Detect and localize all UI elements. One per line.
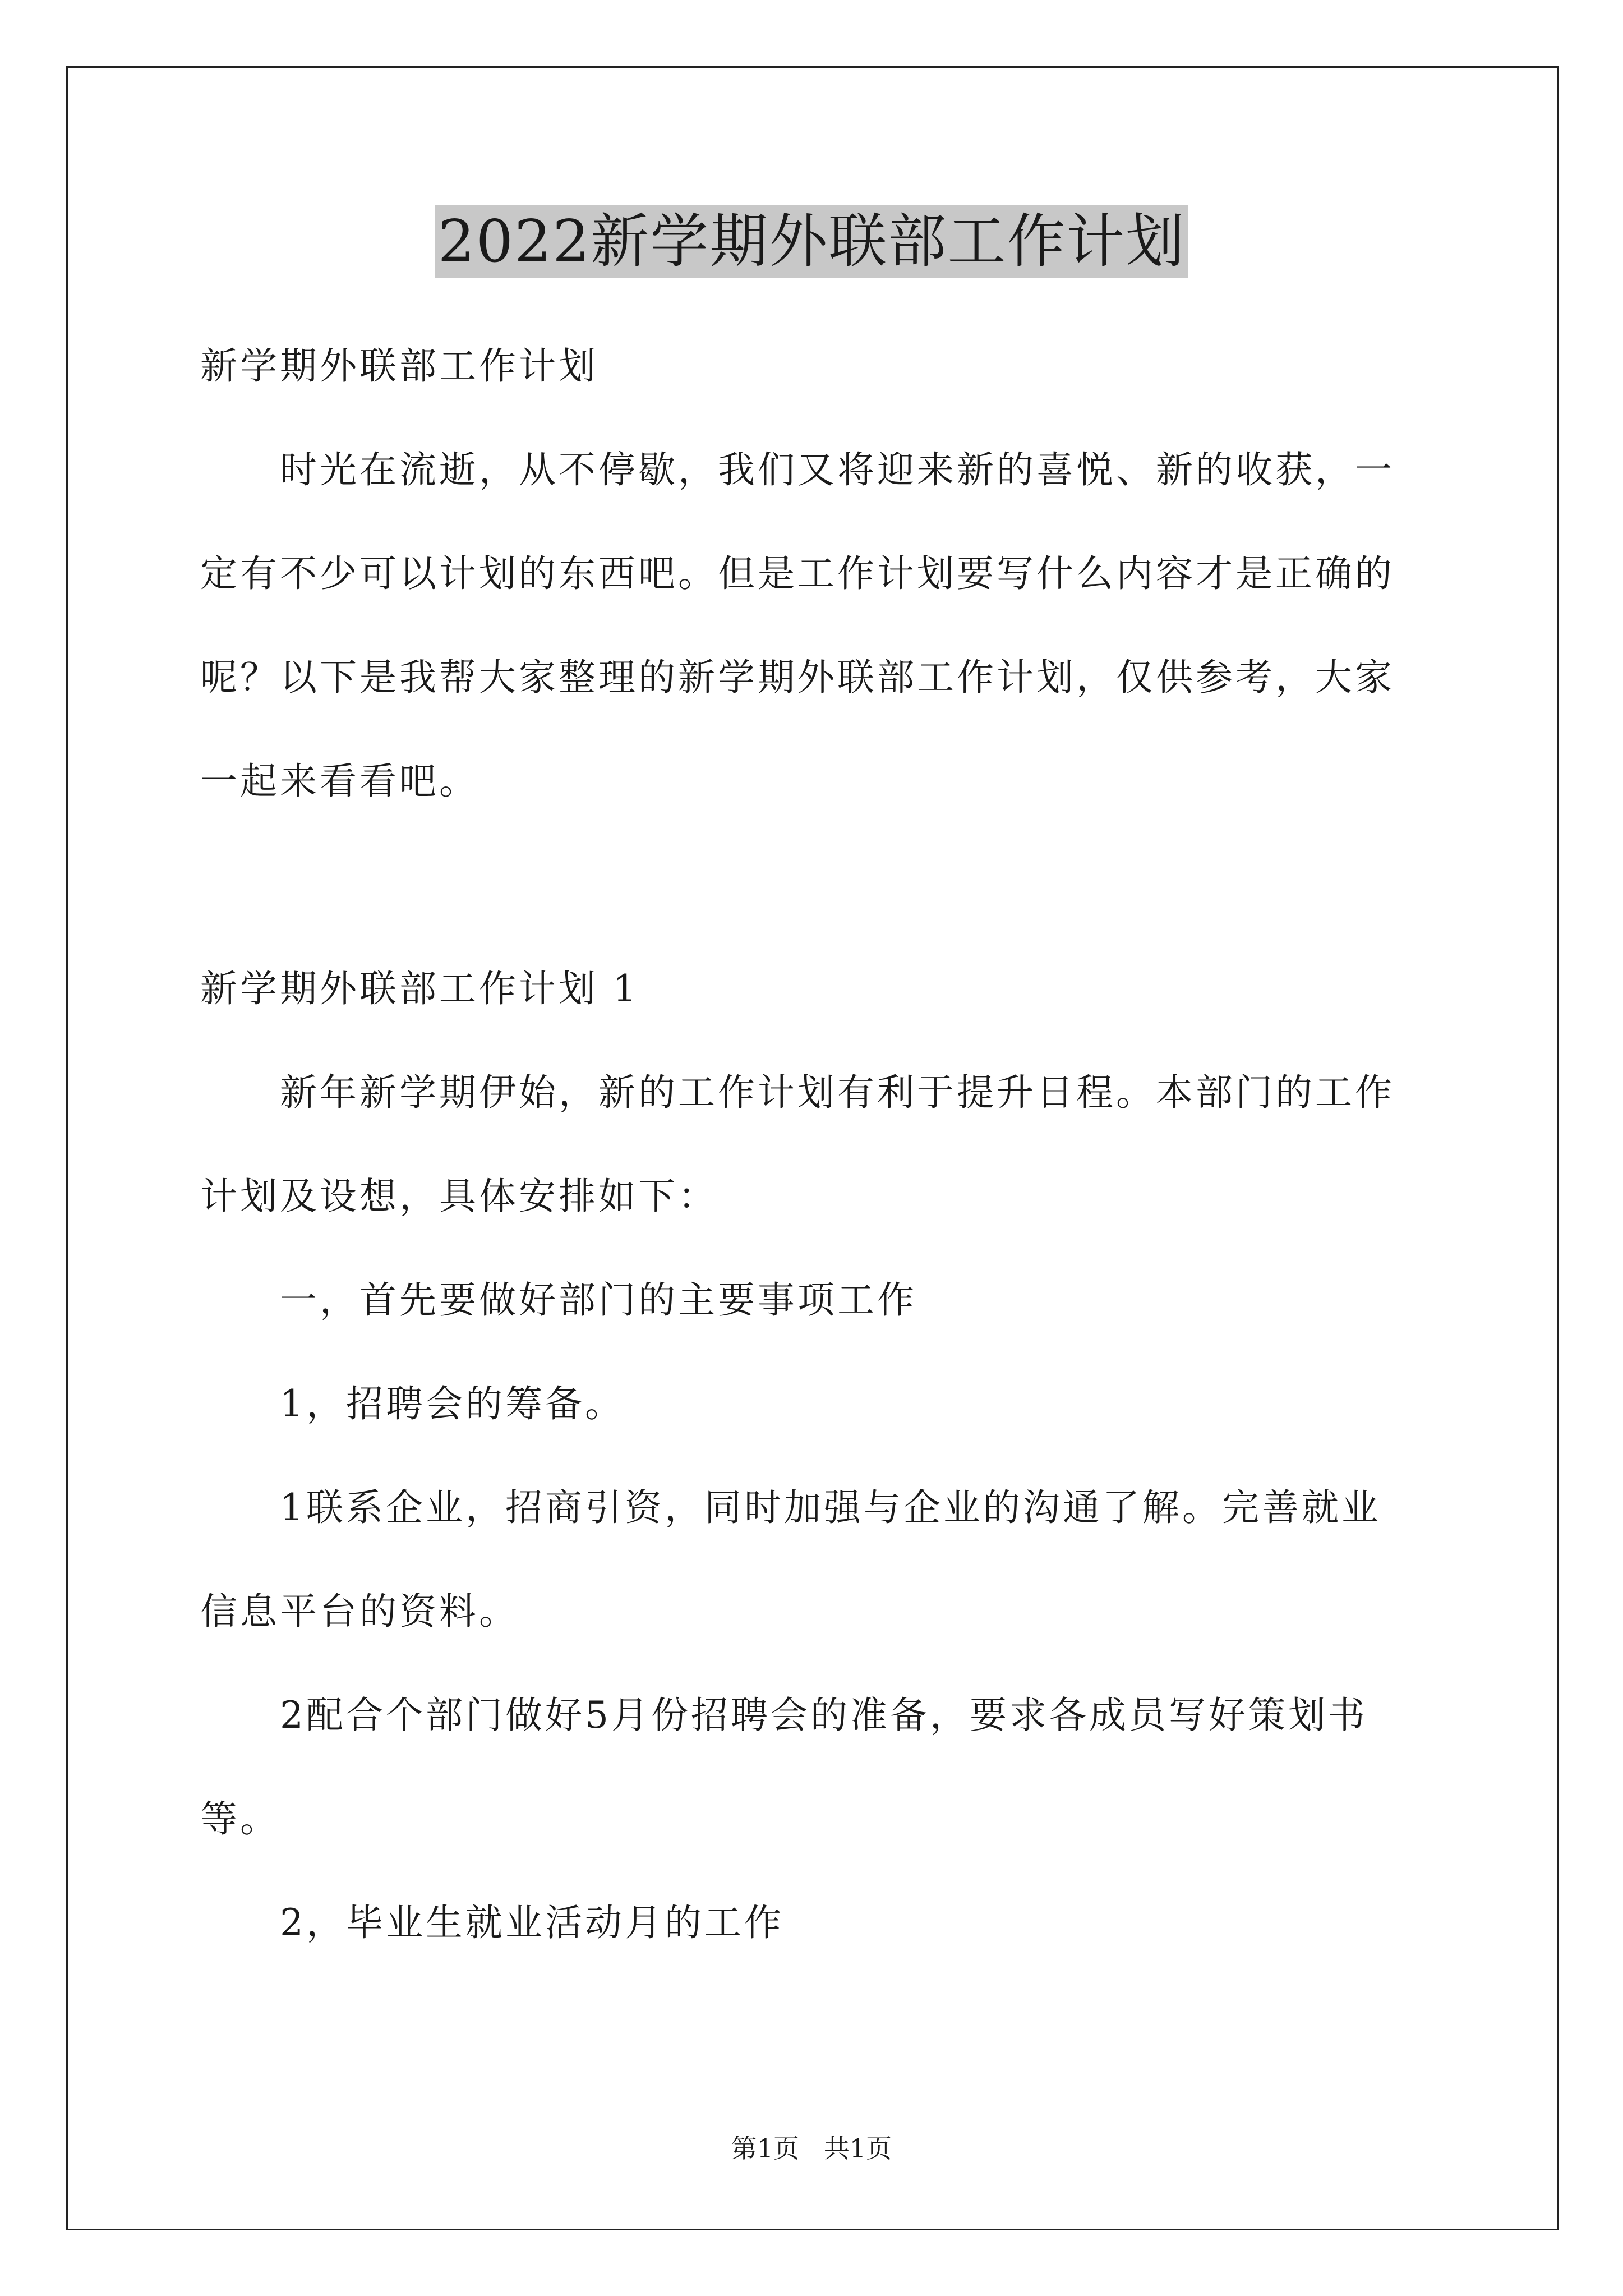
document-title-text: 2022新学期外联部工作计划 xyxy=(435,205,1189,278)
section-line: 1联系企业，招商引资，同时加强与企业的沟通了解。完善就业 xyxy=(280,1486,1381,1529)
intro-line: 呢？以下是我帮大家整理的新学期外联部工作计划，仅供参考，大家 xyxy=(200,656,1395,699)
document-title xyxy=(0,202,1623,280)
intro-line: 定有不少可以计划的东西吧。但是工作计划要写什么内容才是正确的 xyxy=(200,552,1395,595)
section-line: 新年新学期伊始，新的工作计划有利于提升日程。本部门的工作 xyxy=(280,1071,1395,1114)
paragraph-gap xyxy=(200,833,1434,937)
intro-line: 时光在流逝，从不停歇，我们又将迎来新的喜悦、新的收获，一 xyxy=(280,448,1395,491)
section-line: 一，首先要做好部门的主要事项工作 xyxy=(280,1278,917,1322)
section-line: 计划及设想，具体安排如下： xyxy=(200,1175,718,1218)
section-line: 2配合个部门做好5月份招聘会的准备，要求各成员写好策划书 xyxy=(280,1694,1368,1737)
section-line: 2，毕业生就业活动月的工作 xyxy=(280,1901,784,1944)
intro-line: 一起来看看吧。 xyxy=(200,760,479,803)
section-line: 等。 xyxy=(200,1797,280,1841)
section-heading: 新学期外联部工作计划 1 xyxy=(200,967,639,1010)
subtitle: 新学期外联部工作计划 xyxy=(200,344,598,388)
section-line: 1，招聘会的筹备。 xyxy=(280,1382,625,1425)
section-line: 信息平台的资料。 xyxy=(200,1590,519,1633)
document-body xyxy=(200,314,1434,1975)
page-footer: 第1页 共1页 xyxy=(731,2133,892,2164)
